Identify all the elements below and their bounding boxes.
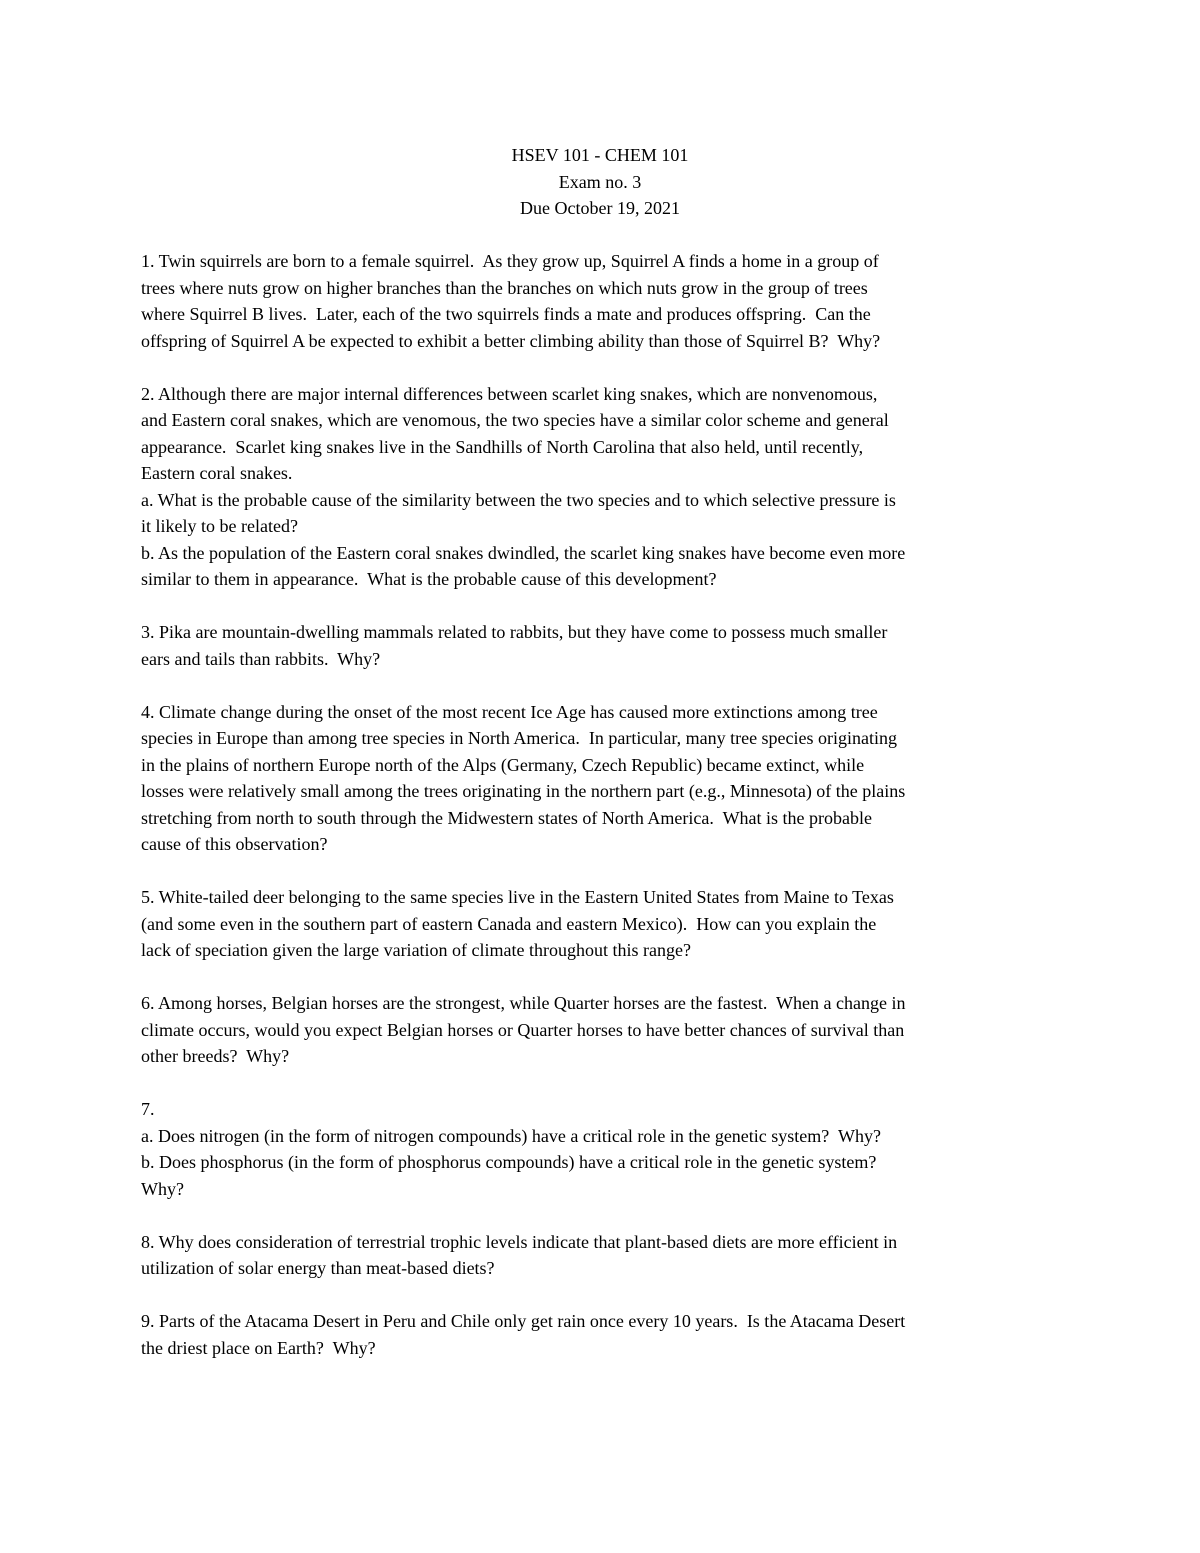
question-line: offspring of Squirrel A be expected to exhibit a better climbing ability than those of Squirrel B? Why? [141, 330, 881, 351]
question-1 [141, 248, 1071, 354]
question-line: climate occurs, would you expect Belgian horses or Quarter horses to have better chances of survival than [141, 1019, 905, 1040]
question-line: b. As the population of the Eastern coral snakes dwindled, the scarlet king snakes have become even more [141, 542, 906, 563]
question-line: it likely to be related? [141, 516, 298, 536]
question-line: 4. Climate change during the onset of the most recent Ice Age has caused more extinctions among tree [141, 701, 878, 722]
question-line: a. Does nitrogen (in the form of nitrogen compounds) have a critical role in the genetic system? Why? [141, 1125, 881, 1146]
question-line: 8. Why does consideration of terrestrial trophic levels indicate that plant-based diets are more efficient in [141, 1231, 898, 1252]
question-9 [141, 1308, 1071, 1361]
question-2 [141, 381, 1071, 593]
question-line: stretching from north to south through the Midwestern states of North America. What is the probable [141, 807, 873, 828]
question-line: and Eastern coral snakes, which are venomous, the two species have a similar color scheme and general [141, 410, 889, 430]
question-line: 6. Among horses, Belgian horses are the strongest, while Quarter horses are the fastest. When a change in [141, 993, 906, 1013]
question-line: 1. Twin squirrels are born to a female squirrel. As they grow up, Squirrel A finds a home in a group of [141, 251, 879, 271]
question-7 [141, 1096, 1071, 1202]
question-line: a. What is the probable cause of the similarity between the two species and to which selective pressure is [141, 489, 896, 510]
question-line: ears and tails than rabbits. Why? [141, 648, 381, 669]
question-line: Eastern coral snakes. [141, 463, 293, 483]
question-line: 9. Parts of the Atacama Desert in Peru and Chile only get rain once every 10 years. Is the Atacama Desert [141, 1311, 906, 1331]
question-line: trees where nuts grow on higher branches than the branches on which nuts grow in the group of trees [141, 277, 868, 298]
question-5 [141, 884, 1071, 964]
question-line: other breeds? Why? [141, 1046, 290, 1066]
question-line: cause of this observation? [141, 834, 328, 854]
question-line: 3. Pika are mountain-dwelling mammals related to rabbits, but they have come to possess much smaller [141, 622, 888, 642]
question-line: where Squirrel B lives. Later, each of the two squirrels finds a mate and produces offspring. Can the [141, 304, 871, 324]
question-6 [141, 990, 1071, 1070]
question-line: in the plains of northern Europe north of the Alps (Germany, Czech Republic) became extinct, while [141, 754, 865, 775]
question-line: lack of speciation given the large variation of climate throughout this range? [141, 940, 691, 960]
due-date: Due October 19, 2021 [520, 198, 680, 218]
exam-number: Exam no. 3 [558, 171, 642, 192]
course-title: HSEV 101 - CHEM 101 [511, 145, 689, 165]
question-line: 7. [141, 1099, 155, 1119]
exam-header [0, 142, 1200, 222]
question-3 [141, 619, 1071, 672]
question-8 [141, 1229, 1071, 1282]
question-line: Why? [141, 1178, 184, 1199]
question-line: b. Does phosphorus (in the form of phosphorus compounds) have a critical role in the genetic system? [141, 1152, 877, 1172]
question-line: similar to them in appearance. What is the probable cause of this development? [141, 569, 717, 589]
question-list [141, 248, 1071, 1388]
question-line: utilization of solar energy than meat-based diets? [141, 1258, 495, 1278]
question-line: 5. White-tailed deer belonging to the same species live in the Eastern United States from Maine to Texas [141, 887, 894, 907]
question-line: 2. Although there are major internal differences between scarlet king snakes, which are nonvenomous, [141, 383, 878, 404]
question-line: losses were relatively small among the trees originating in the northern part (e.g., Minnesota) of the plains [141, 781, 906, 801]
question-line: the driest place on Earth? Why? [141, 1337, 376, 1358]
question-line: (and some even in the southern part of eastern Canada and eastern Mexico). How can you explain the [141, 913, 877, 934]
question-4 [141, 699, 1071, 858]
question-line: appearance. Scarlet king snakes live in the Sandhills of North Carolina that also held, until recently, [141, 436, 864, 457]
question-line: species in Europe than among tree species in North America. In particular, many tree species originating [141, 728, 898, 748]
